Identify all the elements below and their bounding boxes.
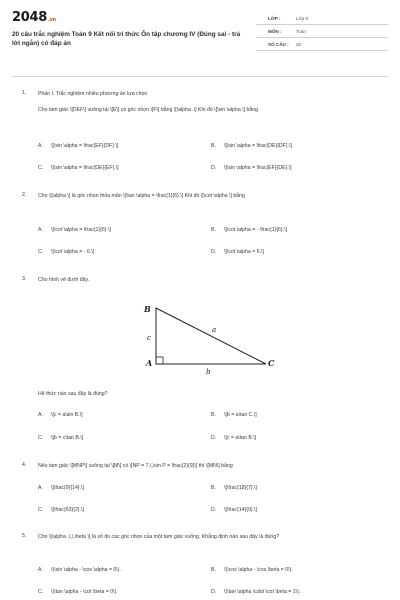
q5-option-c[interactable]: C. \(\tan \alpha - \cot \beta = 0\). bbox=[38, 589, 118, 595]
q5-option-d[interactable]: D. \(\tan \alpha \cdot \cot \beta = 1\). bbox=[211, 589, 301, 595]
question-4-text: Nếu tam giác \[MNP\] vuông tại \[M\] có \[NP = 7,\,\sin P = \frac{2}{9}\] thì \[MN\] bằng bbox=[38, 463, 233, 469]
meta-row-subject: MÔN : Toán bbox=[256, 27, 388, 38]
q1-option-d[interactable]: D. \[\sin \alpha = \frac{EF}{DE}.\] bbox=[211, 165, 292, 171]
q4-option-a[interactable]: A. \[\frac{9}{14}.\] bbox=[38, 485, 84, 491]
q3-option-b[interactable]: B. \[b = a\tan C.\] bbox=[211, 412, 257, 418]
vertex-b-label: B bbox=[144, 304, 151, 314]
question-1-text: Cho tam giác \[DEF\] vuông tại \[E\] có góc nhọn \[F\] bằng \[\alpha .\] Khi đó \[\sin \alpha \] bằng bbox=[38, 107, 259, 113]
meta-row-count: SỐ CÂU : 20 bbox=[256, 40, 388, 51]
site-logo[interactable]: 2048.vn bbox=[12, 10, 56, 25]
q5-option-a[interactable]: A. \(\sin \alpha - \cos \alpha = 0\). bbox=[38, 567, 121, 573]
q5-option-b[interactable]: B. \(\cos \alpha - \cos \beta = 0\). bbox=[211, 567, 293, 573]
q1-option-c[interactable]: C. \[\sin \alpha = \frac{DE}{EF}.\] bbox=[38, 165, 119, 171]
meta-row-grade: LỚP : Lớp 9 bbox=[256, 14, 388, 25]
side-c-label: c bbox=[147, 334, 151, 342]
side-a-label: a bbox=[212, 326, 217, 334]
q2-option-a[interactable]: A. \[\cot \alpha = \frac{1}{6}.\] bbox=[38, 227, 111, 233]
triangle-figure bbox=[140, 298, 280, 378]
q1-option-a[interactable]: A. \[\sin \alpha = \frac{EF}{DF}.\] bbox=[38, 143, 119, 149]
q4-option-c[interactable]: C. \[\frac{63}{2}.\] bbox=[38, 507, 84, 513]
question-list: 1. Phần I. Trắc nghiệm nhiều phương án lựa chọn Cho tam giác \[DEF\] vuông tại \[E\] có góc nhọn \[F\] bằng \[\alpha .\] Khi đó \[\sin \alpha \] bằng A. \[\sin \alpha = \frac{EF}{DF}.\] B. \[\sin \alpha = \frac{DE}{DF}.\] C. \[\sin \alpha = \frac{DE}{EF}.\] D. \[\sin \alpha = \frac{EF}{DE}.\] 2. Cho \[\alpha \] là góc nhọn thỏa mãn \[\tan \alpha = \frac{1}{6}.\] Khi đó \[\cot \alpha \] bằng A. \[\cot \alpha = \frac{1}{6}.\] B. \[\cot \alpha = - \frac{1}{6}.\] C. \[\cot \alpha = - 6.\] D. \[\cot \alpha = 6.\] 3. Cho hình vẽ dưới đây. B A C a b c Hệ thức nào sau đây là đúng? A. \[c = a\sin B.\] B. \[b = a\tan C.\] C. \[b = c\tan B.\] D. \[c = a\tan B.\] 4. Nếu tam giác \[MNP\] vuông tại \[M\] có \[NP = 7,\,\sin P = \frac{2}{9}\] thì \[MN\] bằng A. \[\frac{9}{14}.\] B. \[\frac{18}{7}.\] C. \[\frac{63}{2}.\] D. \[\frac{14}{9}.\] 5. Cho \[\alpha ,\,\,\beta \] là số đo các góc nhọn của một tam giác vuông. Khẳng định nào sau đây là đúng? A. \(\sin \alpha - \cos \alpha = 0\). B. \(\cos \alpha - \cos \beta = 0\). C. \(\tan \alpha - \cot \beta = 0\). D. \(\tan \alpha \cdot \cot \beta = 1\). bbox=[0, 0, 400, 600]
q1-option-b[interactable]: B. \[\sin \alpha = \frac{DE}{DF}.\] bbox=[211, 143, 292, 149]
question-5-text: Cho \[\alpha ,\,\,\beta \] là số đo các góc nhọn của một tam giác vuông. Khẳng định nào sau đây là đúng? bbox=[38, 534, 280, 540]
right-triangle-diagram bbox=[140, 298, 280, 378]
question-3-text: Cho hình vẽ dưới đây. bbox=[38, 277, 90, 283]
vertex-a-label: A bbox=[146, 358, 153, 368]
q4-option-b[interactable]: B. \[\frac{18}{7}.\] bbox=[211, 485, 257, 491]
vertex-c-label: C bbox=[268, 358, 275, 368]
question-2-text: Cho \[\alpha \] là góc nhọn thỏa mãn \[\tan \alpha = \frac{1}{6}.\] Khi đó \[\cot \alpha \] bằng bbox=[38, 193, 245, 199]
document-title: 20 câu trắc nghiệm Toán 9 Kết nối tri thức Ôn tập chương IV (Đúng sai - trả lời ngắn) có đáp án bbox=[12, 31, 241, 47]
q2-option-c[interactable]: C. \[\cot \alpha = - 6.\] bbox=[38, 249, 95, 255]
q4-option-d[interactable]: D. \[\frac{14}{9}.\] bbox=[211, 507, 257, 513]
side-b-label: b bbox=[206, 368, 211, 376]
q2-option-b[interactable]: B. \[\cot \alpha = - \frac{1}{6}.\] bbox=[211, 227, 288, 233]
q3-option-d[interactable]: D. \[c = a\tan B.\] bbox=[211, 435, 257, 441]
q2-option-d[interactable]: D. \[\cot \alpha = 6.\] bbox=[211, 249, 264, 255]
q3-option-c[interactable]: C. \[b = c\tan B.\] bbox=[38, 435, 84, 441]
q3-option-a[interactable]: A. \[c = a\sin B.\] bbox=[38, 412, 83, 418]
